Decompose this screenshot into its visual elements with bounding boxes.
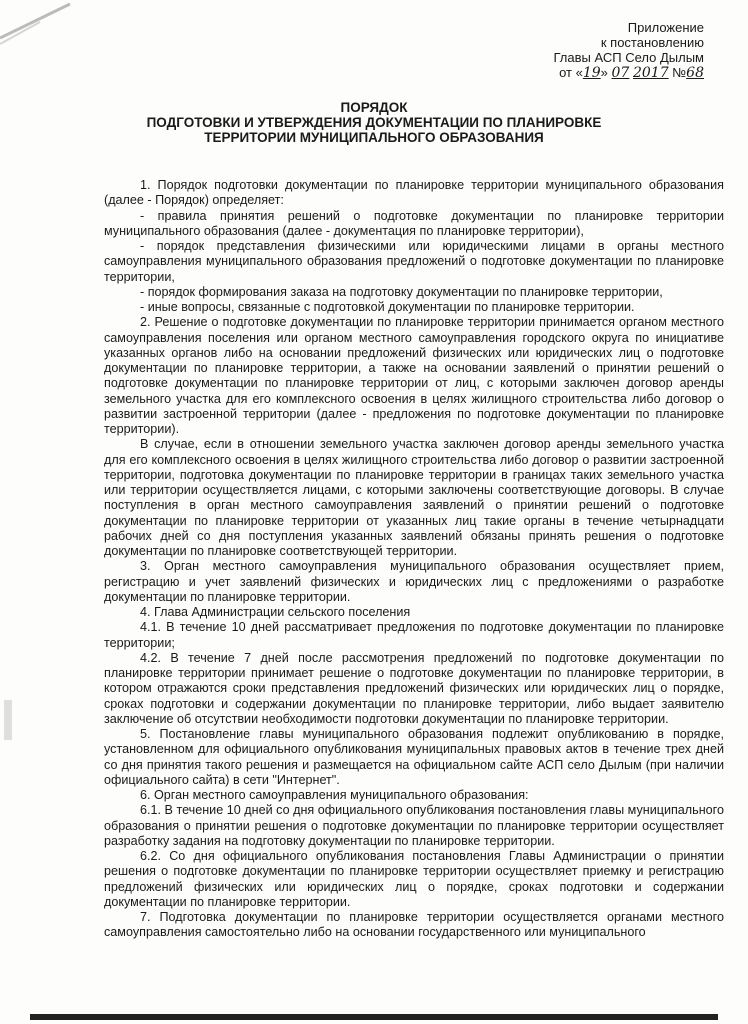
title-line-2: ПОДГОТОВКИ И УТВЕРЖДЕНИЯ ДОКУМЕНТАЦИИ ПО ПЛАНИРОВКЕ bbox=[146, 115, 602, 130]
document-body bbox=[104, 178, 724, 941]
paragraph: 5. Постановление главы муниципального образования подлежит опубликованию в порядке, установленном для официального опубликования муниципальных правовых актов в течение трех дней со дня принятия такого решения и размещается на официальном сайте АСП село Дылым (при наличии официального сайта) в сети "Интернет". bbox=[104, 727, 724, 787]
header-line-2: к постановлению bbox=[600, 35, 704, 50]
date-prefix: от « bbox=[559, 65, 583, 80]
date-mid: » bbox=[600, 65, 612, 80]
scan-bottom-edge bbox=[30, 1014, 718, 1020]
header-line-1: Приложение bbox=[627, 20, 704, 35]
header-date-line bbox=[554, 65, 705, 81]
date-day: 19 bbox=[582, 65, 601, 81]
number-label: № bbox=[668, 65, 687, 80]
paragraph: 6.2. Со дня официального опубликования постановления Главы Администрации о принятии решения о подготовке документации по планировке территории осуществляет приемку и регистрацию предложений физических или юридических лиц о порядке, сроках подготовки и содержании документации по планировке территории. bbox=[104, 849, 724, 909]
header-line-3: Главы АСП Село Дылым bbox=[553, 50, 704, 65]
paragraph: 6.1. В течение 10 дней со дня официального опубликования постановления главы муниципального образования о принятии решения о подготовке документации по планировке территории осуществляет разработку задания на подготовку документации по планировке территории. bbox=[104, 803, 724, 848]
date-year: 2017 bbox=[632, 65, 669, 81]
paragraph: 1. Порядок подготовки документации по планировке территории муниципального образования (далее - Порядок) определяет: bbox=[104, 178, 724, 208]
paragraph: 7. Подготовка документации по планировке территории осуществляется органами местного самоуправления самостоятельно либо на основании государственного или муниципального bbox=[104, 910, 724, 940]
title-line-1: ПОРЯДОК bbox=[340, 100, 408, 115]
paragraph: 4.2. В течение 7 дней после рассмотрения предложений по подготовке документации по планировке территории принимает решение о подготовке документации по планировке территории, в котором отражаются сроки представления предложений физических или юридических лиц о порядке, сроках подготовки и содержании документации по планировке территории, либо выдает заявителю заключение об отсутствии необходимости подготовки документации по планировке территории. bbox=[104, 650, 724, 726]
paragraph: - порядок формирования заказа на подготовку документации по планировке территории, bbox=[140, 284, 663, 299]
document-title bbox=[0, 100, 748, 145]
scan-artifact-side bbox=[4, 700, 12, 740]
paragraph: 2. Решение о подготовке документации по планировке территории принимается органом местного самоуправления поселения или органом местного самоуправления городского округа по инициативе указанных органов либо на основании предложений физических или юридических лиц о подготовке документации по планировке территории, а также на основании заявлений о принятии решений о подготовке документации по планировке территории от лиц, с которыми заключен договор аренды земельного участка для его комплексного освоения в целях жилищного строительства либо договор о развитии застроенной территории (далее - предложения по подготовке документации по планировке территории). bbox=[104, 315, 724, 436]
paragraph: 4.1. В течение 10 дней рассматривает предложения по подготовке документации по планировке территории; bbox=[104, 620, 724, 650]
paragraph: 3. Орган местного самоуправления муниципального образования осуществляет прием, регистрацию и учет заявлений физических и юридических лиц с предложениями о разработке документации по планировке территории. bbox=[104, 559, 724, 604]
approval-header bbox=[554, 20, 705, 81]
paragraph: В случае, если в отношении земельного участка заключен договор аренды земельного участка для его комплексного освоения в целях жилищного строительства либо договор о развитии застроенной территории, подготовка документации по планировке территории в границах таких земельного участка или территории осуществляется лицами, с которыми заключены соответствующие договоры. В случае поступления в орган местного самоуправления заявлений о принятии решений о подготовке документации по планировке территории от указанных лиц такие органы в течение четырнадцати рабочих дней со дня поступления указанных заявлений обязаны принять решения о подготовке документации по планировке соответствующей территории. bbox=[104, 437, 724, 558]
paragraph: 6. Орган местного самоуправления муниципального образования: bbox=[140, 788, 529, 802]
document-number: 68 bbox=[686, 65, 704, 81]
paragraph: - правила принятия решений о подготовке документации по планировке территории муниципального образования (далее - документация по планировке территории), bbox=[104, 208, 724, 238]
paragraph: - порядок представления физическими или юридическими лицами в органы местного самоуправления муниципального образования предложений о подготовке документации по планировке территории, bbox=[104, 239, 724, 284]
scan-artifact bbox=[0, 0, 80, 60]
title-line-3: ТЕРРИТОРИИ МУНИЦИПАЛЬНОГО ОБРАЗОВАНИЯ bbox=[204, 130, 544, 145]
paragraph: 4. Глава Администрации сельского поселения bbox=[140, 605, 411, 619]
paragraph: - иные вопросы, связанные с подготовкой документации по планировке территории. bbox=[140, 300, 635, 314]
date-month: 07 bbox=[611, 65, 630, 81]
